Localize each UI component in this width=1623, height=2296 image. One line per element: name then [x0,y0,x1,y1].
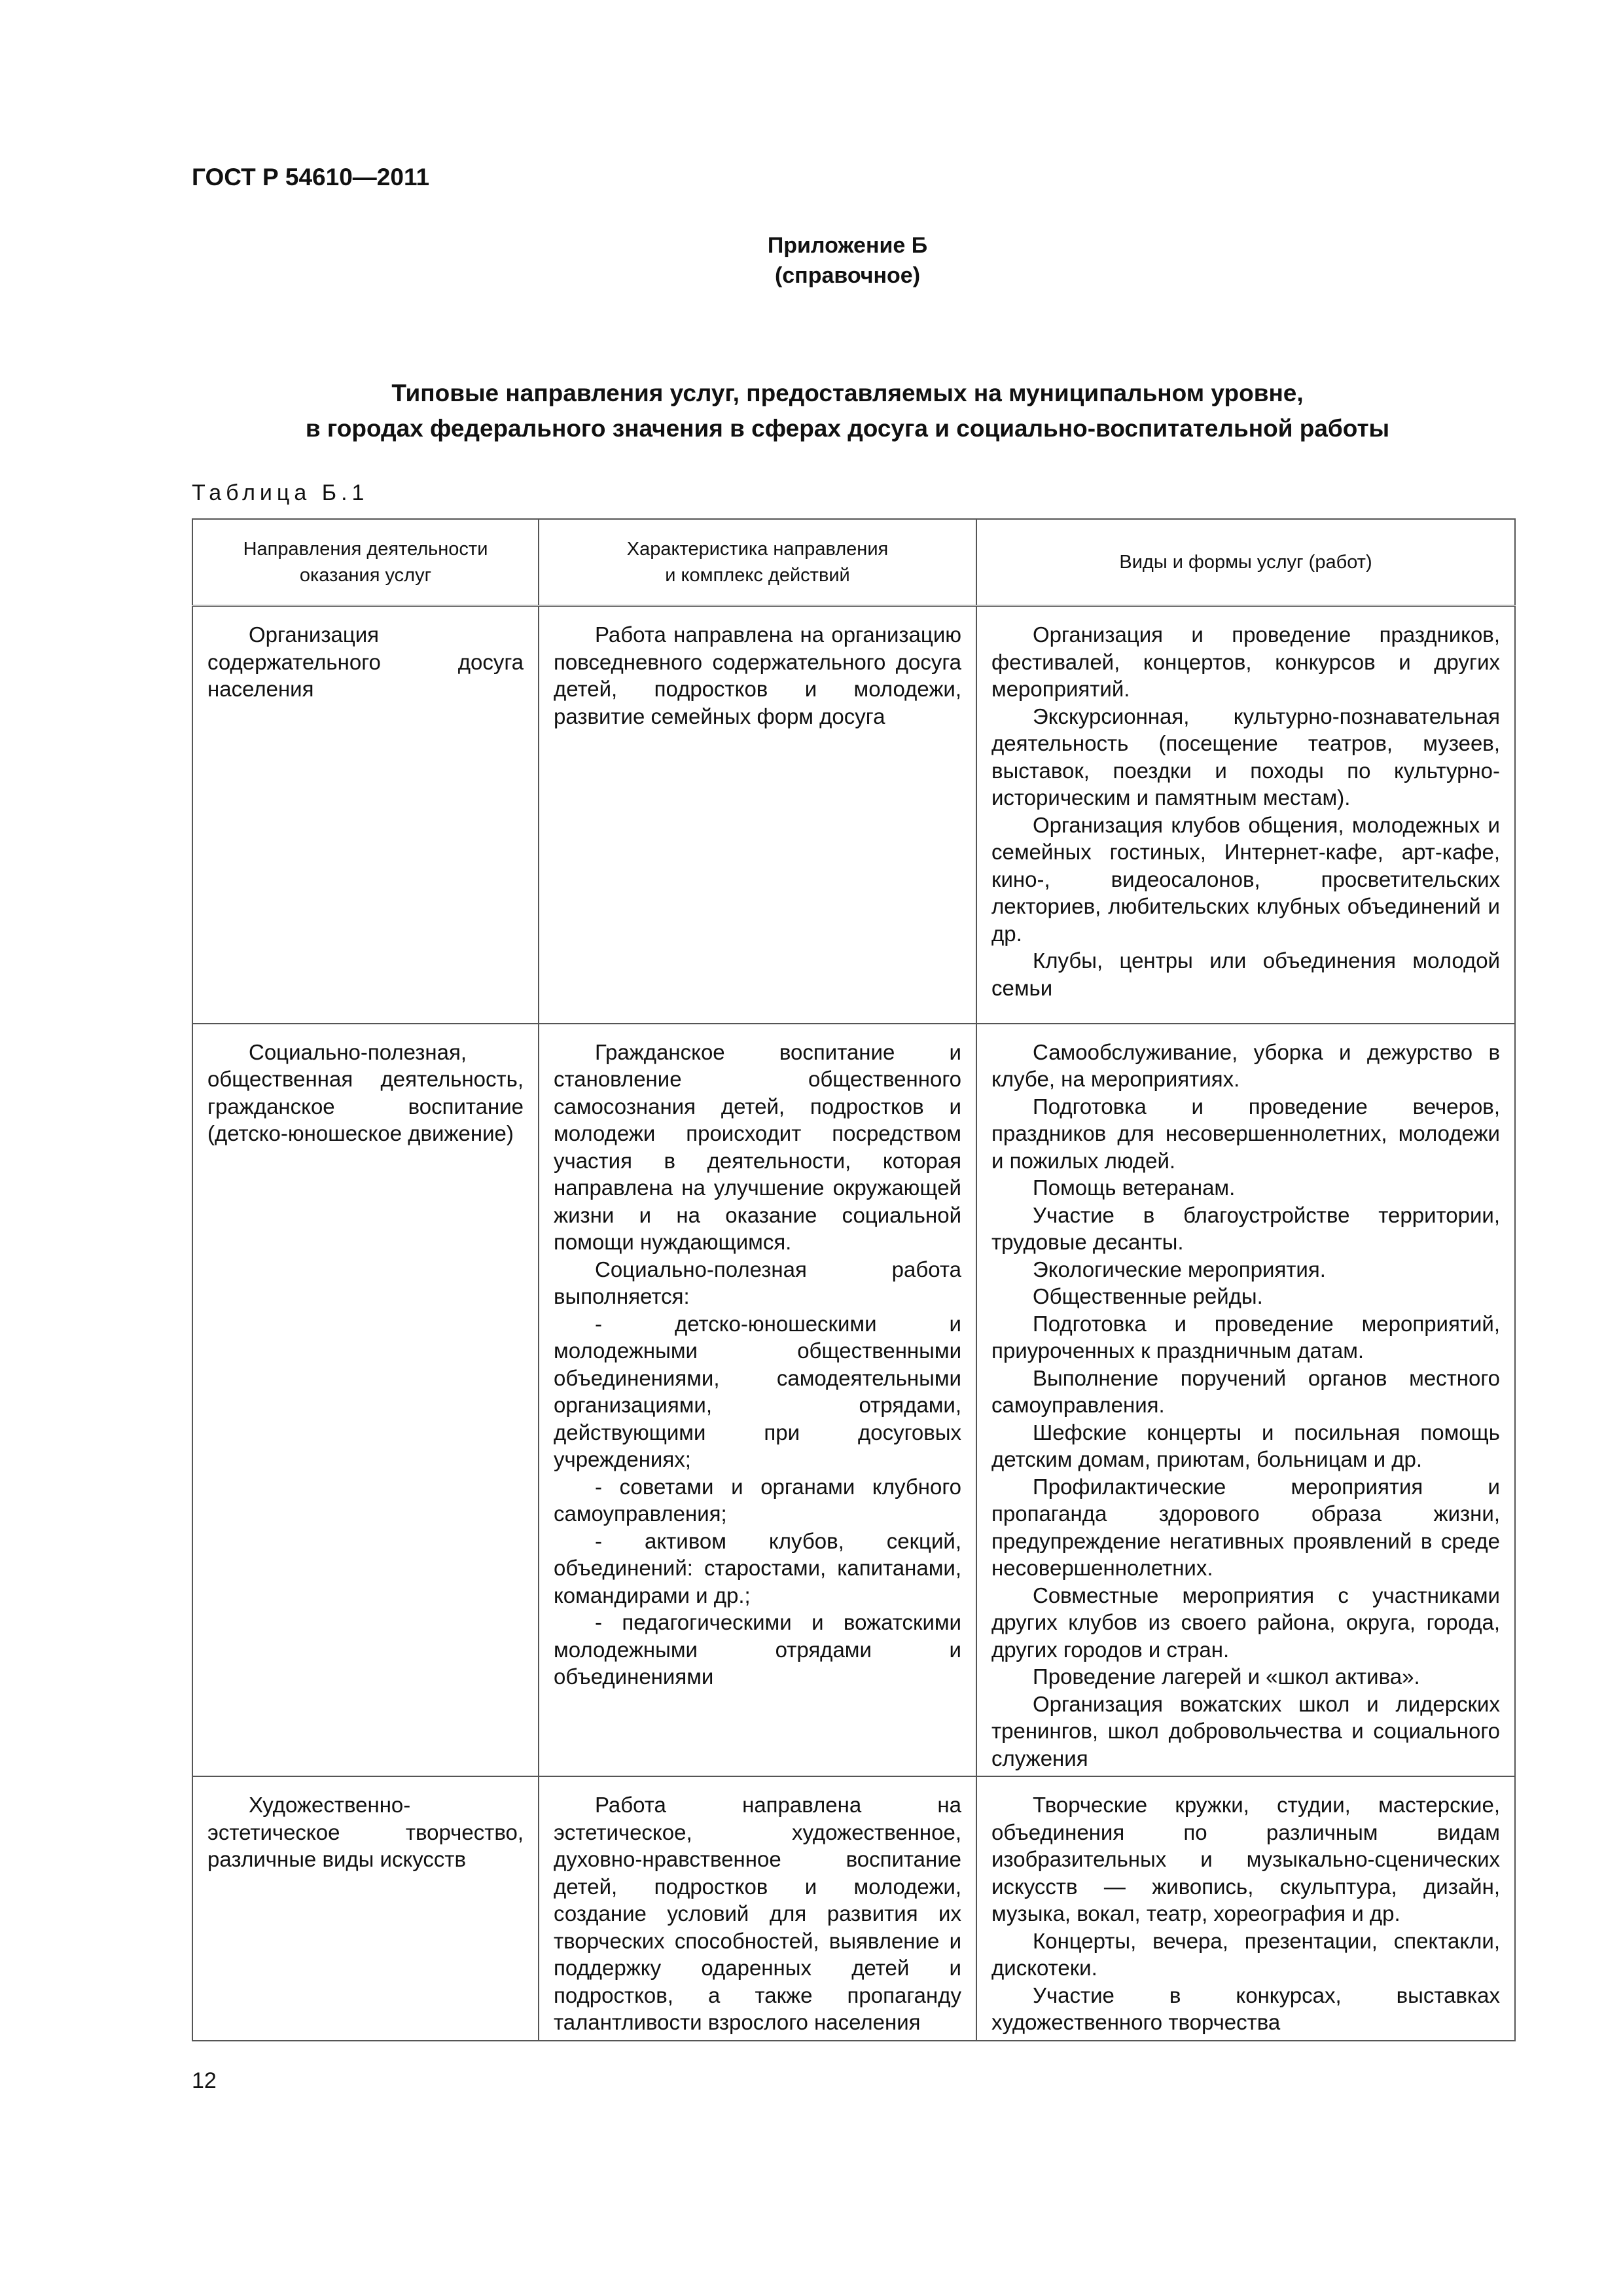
header-text: Направления деятельности [243,539,488,560]
header-direction [192,519,539,606]
cell-text: Шефские концерты и посильная помощь детским домам, приютам, больницам и др. [991,1420,1500,1471]
cell-text: Социально-полезная, общественная деятельность, гражданское воспитание (детско-юношеское движение) [207,1039,524,1145]
cell-text: Помощь ветеранам. [1033,1175,1236,1200]
cell-text: Экологические мероприятия. [1033,1257,1326,1282]
table-header-row [192,519,1515,606]
cell-text: Проведение лагерей и «школ актива». [1033,1664,1420,1689]
cell-direction [192,606,539,1024]
table-row [192,1776,1515,2041]
cell-direction [192,1776,539,2041]
cell-text: Подготовка и проведение мероприятий, приуроченных к праздничным датам. [991,1311,1500,1363]
cell-text: Организация содержательного досуга населения [207,622,524,701]
annex-heading [0,230,1623,291]
page-number: 12 [192,2068,217,2093]
cell-text: Участие в конкурсах, выставках художественного творчества [991,1982,1500,2034]
cell-text: Экскурсионная, культурно-познавательная деятельность (посещение театров, музеев, выставок, поездки и походы по культурно-историческим и памятным местам). [991,704,1500,810]
cell-text: Подготовка и проведение вечеров, праздников для несовершеннолетних, молодежи и пожилых людей. [991,1094,1500,1173]
cell-text: - активом клубов, секций, объединений: старостами, капитанами, командирами и др.; [554,1528,961,1607]
table-row [192,1024,1515,1777]
cell-text: Самообслуживание, уборка и дежурство в клубе, на мероприятиях. [991,1039,1500,1091]
table-label: Таблица Б.1 [192,480,369,505]
cell-characteristic [539,606,976,1024]
cell-text: Совместные мероприятия с участниками других клубов из своего района, округа, города, других городов и стран. [991,1583,1500,1662]
header-text: Виды и формы услуг (работ) [1119,552,1372,573]
cell-text: - педагогическими и вожатскими молодежными отрядами и объединениями [554,1610,961,1689]
cell-text: Выполнение поручений органов местного самоуправления. [991,1365,1500,1417]
section-title [0,376,1623,446]
cell-text: Социально-полезная работа выполняется: [554,1257,961,1308]
cell-text: Участие в благоустройстве территории, трудовые десанты. [991,1202,1500,1254]
cell-text: Художественно-эстетическое творчество, различные виды искусств [207,1793,524,1871]
header-text: оказания услуг [299,565,432,586]
cell-characteristic [539,1776,976,2041]
section-title-line: Типовые направления услуг, предоставляемых на муниципальном уровне, [391,380,1304,406]
cell-text: Клубы, центры или объединения молодой семьи [991,948,1500,1000]
cell-services [976,1024,1515,1777]
cell-direction [192,1024,539,1777]
cell-characteristic [539,1024,976,1777]
cell-text: Концерты, вечера, презентации, спектакли, дискотеки. [991,1928,1500,1980]
annex-title: Приложение Б [767,233,928,258]
cell-text: Организация и проведение праздников, фестивалей, концертов, конкурсов и других мероприятий. [991,622,1500,701]
section-title-line: в городах федерального значения в сферах досуга и социально-воспитательной работы [305,415,1390,442]
document-code: ГОСТ Р 54610—2011 [192,164,430,190]
services-table [192,518,1516,2041]
cell-services [976,606,1515,1024]
cell-text: - детско-юношескими и молодежными общественными объединениями, самодеятельными организациями, отрядами, действующими при досуговых учреждениях; [554,1311,961,1471]
header-services [976,519,1515,606]
header-text: Характеристика направления [626,539,889,560]
header-text: и комплекс действий [665,565,850,586]
cell-text: Профилактические мероприятия и пропаганда здорового образа жизни, предупреждение негативных проявлений в среде несовершеннолетних. [991,1474,1500,1580]
header-characteristic [539,519,976,606]
cell-text: Гражданское воспитание и становление общественного самосознания детей, подростков и молодежи происходит посредством участия в деятельности, которая направлена на улучшение окружающей жизни и на оказание социальной помощи нуждающимся. [554,1039,961,1254]
cell-text: Творческие кружки, студии, мастерские, объединения по различным видам изобразительных и музыкально-сценических искусств — живопись, скульптура, дизайн, музыка, вокал, театр, хореография и др. [991,1793,1500,1926]
cell-text: Организация клубов общения, молодежных и семейных гостиных, Интернет-кафе, арт-кафе, кино-, видеосалонов, просветительских лекториев, любительских клубных объединений и др. [991,812,1500,946]
cell-text: Работа направлена на организацию повседневного содержательного досуга детей, подростков и молодежи, развитие семейных форм досуга [554,622,961,728]
cell-text: Организация вожатских школ и лидерских тренингов, школ добровольчества и социального служения [991,1691,1500,1770]
cell-text: Работа направлена на эстетическое, художественное, духовно-нравственное воспитание детей, подростков и молодежи, создание условий для развития их творческих способностей, выявление и поддержку одаренных детей и подростков, а также пропаганду талантливости взрослого населения [554,1793,961,2034]
cell-text: Общественные рейды. [1033,1284,1263,1308]
cell-text: - советами и органами клубного самоуправления; [554,1474,961,1526]
annex-status: (справочное) [774,263,921,288]
table-row [192,606,1515,1024]
cell-services [976,1776,1515,2041]
